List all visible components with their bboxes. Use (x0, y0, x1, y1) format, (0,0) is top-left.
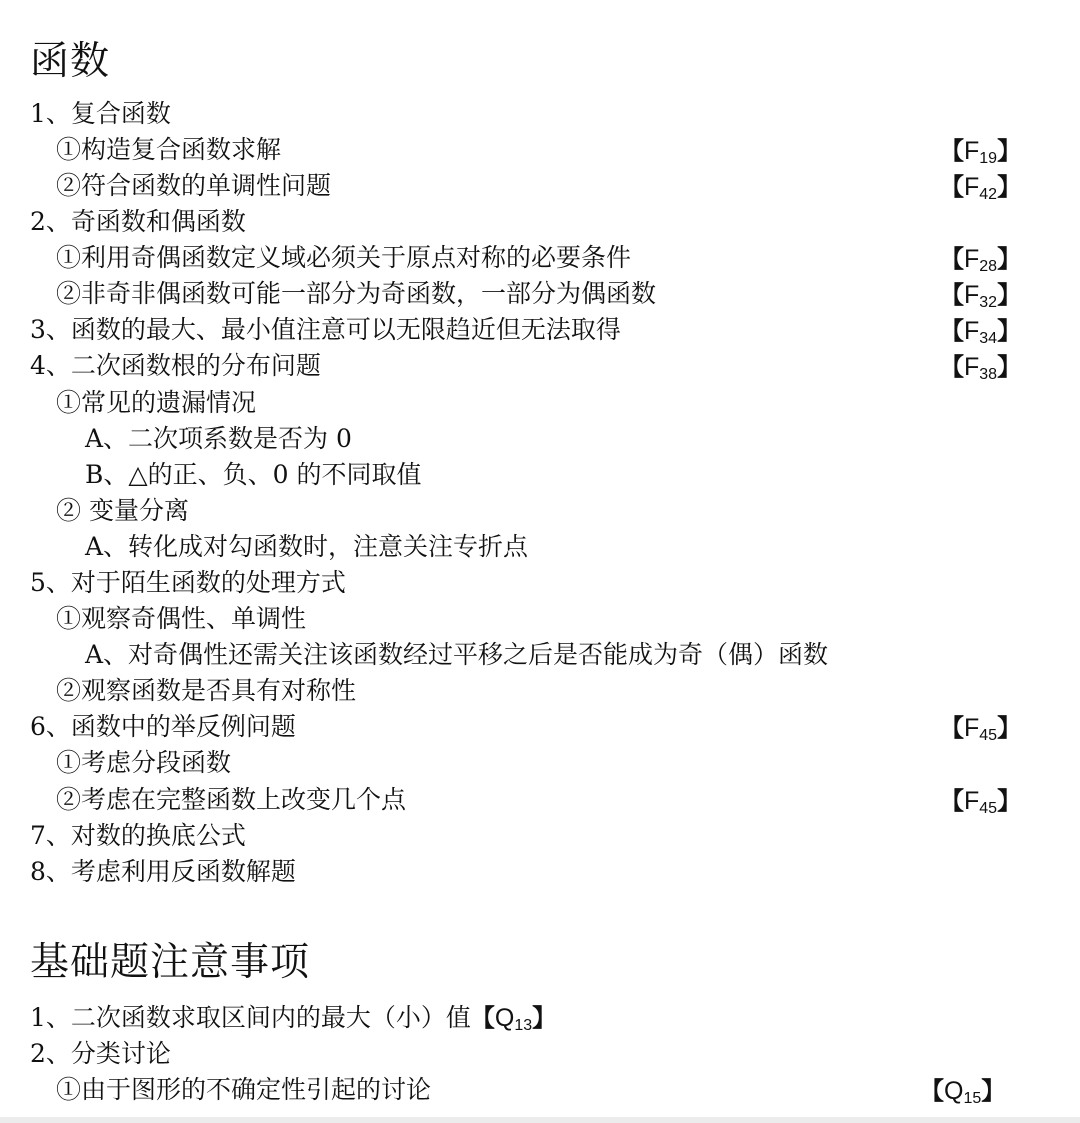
list-item: 8、考虑利用反函数解题 (30, 857, 296, 886)
reference-tag: 【$Q_{15}$】 (920, 1076, 1006, 1107)
reference-tag: 【$F_{34}$】 (940, 316, 1022, 347)
list-item: 1、二次函数求取区间内的最大（小）值【$Q_{13}$】 (30, 1003, 557, 1034)
list-item: ①由于图形的不确定性引起的讨论 (56, 1075, 432, 1104)
list-item: A、对奇偶性还需关注该函数经过平移之后是否能成为奇（偶）函数 (85, 640, 829, 669)
list-item: A、转化成对勾函数时，注意关注专折点 (85, 532, 529, 561)
list-item: ①考虑分段函数 (56, 748, 232, 777)
reference-tag: 【$F_{32}$】 (940, 280, 1022, 311)
list-item: ①常见的遗漏情况 (56, 388, 257, 417)
list-item: ②非奇非偶函数可能一部分为奇函数，一部分为偶函数 (56, 279, 657, 308)
list-item: 2、分类讨论 (30, 1039, 171, 1068)
reference-tag: 【$F_{38}$】 (940, 352, 1022, 383)
page-bottom-edge (0, 1117, 1080, 1123)
reference-tag: 【$F_{28}$】 (940, 244, 1022, 275)
reference-tag: 【$F_{45}$】 (940, 713, 1022, 744)
list-item: ①构造复合函数求解 (56, 135, 282, 164)
list-item: ①利用奇偶函数定义域必须关于原点对称的必要条件 (56, 243, 632, 272)
list-item: A、二次项系数是否为 0 (85, 424, 352, 453)
list-item: B、△的正、负、0 的不同取值 (85, 460, 422, 489)
list-item: ①观察奇偶性、单调性 (56, 604, 307, 633)
list-item: ②考虑在完整函数上改变几个点 (56, 785, 407, 814)
reference-tag: 【$F_{42}$】 (940, 172, 1022, 203)
list-item: 4、二次函数根的分布问题 (30, 351, 321, 380)
list-item: ②观察函数是否具有对称性 (56, 676, 357, 705)
list-item: 1、复合函数 (30, 99, 171, 128)
list-item: 6、函数中的举反例问题 (30, 712, 296, 741)
list-item: 3、函数的最大、最小值注意可以无限趋近但无法取得 (30, 315, 621, 344)
reference-tag: 【$Q_{13}$】 (470, 1003, 557, 1034)
section-title-basic-notes: 基础题注意事项 (30, 940, 311, 985)
list-item: 7、对数的换底公式 (30, 821, 246, 850)
reference-tag: 【$F_{45}$】 (940, 786, 1022, 817)
list-item: ②符合函数的单调性问题 (56, 171, 332, 200)
reference-tag: 【$F_{19}$】 (940, 136, 1022, 167)
section-title-functions: 函数 (30, 39, 111, 84)
list-item: 5、对于陌生函数的处理方式 (30, 568, 346, 597)
list-item: 2、奇函数和偶函数 (30, 207, 246, 236)
list-item: ② 变量分离 (56, 496, 189, 525)
